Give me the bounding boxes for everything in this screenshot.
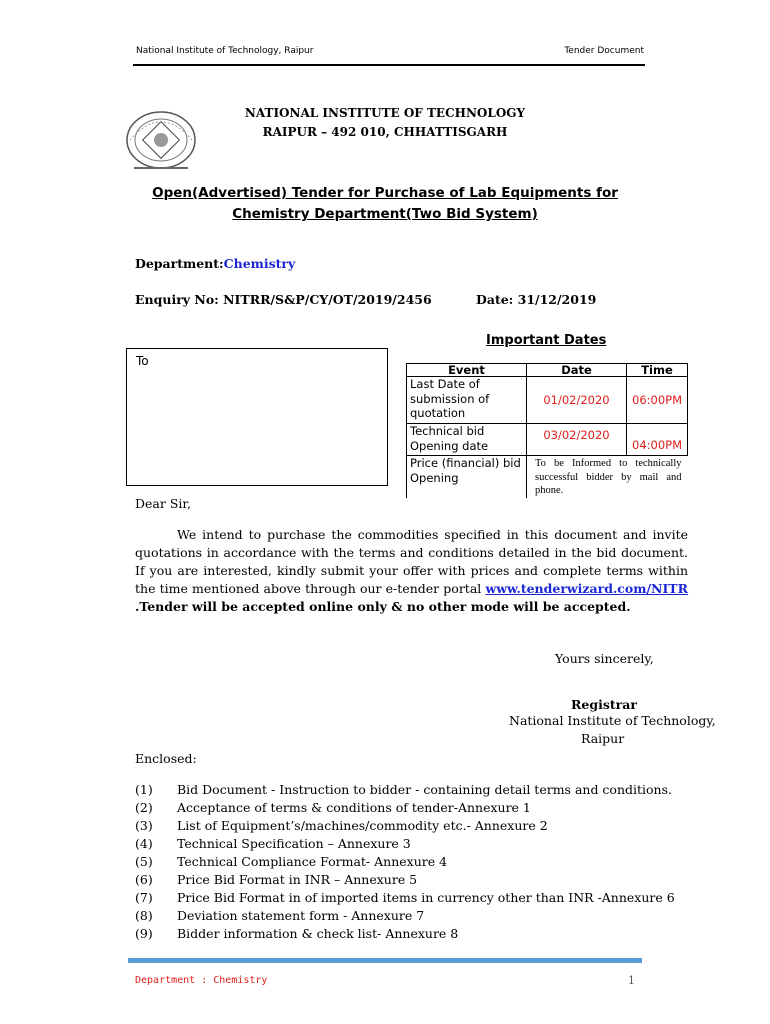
signatory-city: Raipur [581,731,625,746]
list-item: (5) Technical Compliance Format- Annexure 4 [135,854,448,869]
list-item: (7) Price Bid Format in of imported items in currency other than INR -Annexure 6 [135,890,675,905]
list-item: (1) Bid Document - Instruction to bidder - containing detail terms and conditions. [135,782,672,797]
document-date: Date: 31/12/2019 [476,292,597,307]
event-cell: Technical bid Opening date [407,424,527,456]
page-number: 1 [628,974,635,987]
body-paragraph [135,526,688,616]
to-label: To [136,354,149,368]
salutation: Dear Sir, [135,496,191,511]
column-header-date: Date [527,364,627,377]
table-row [407,456,688,498]
list-item: (9) Bidder information & check list- Annexure 8 [135,926,459,941]
enclosures-list [135,781,675,943]
table-row [407,377,688,424]
column-header-time: Time [627,364,688,377]
list-item: (4) Technical Specification – Annexure 3 [135,836,411,851]
list-item: (3) List of Equipment’s/machines/commodity etc.- Annexure 2 [135,818,548,833]
footer-bar [128,958,642,963]
table-row [407,424,688,456]
institute-address: RAIPUR – 492 010, CHHATTISGARH [262,125,508,139]
table-header-row [407,364,688,377]
event-cell: Last Date of submission of quotation [407,377,527,424]
list-item: (2) Acceptance of terms & conditions of tender-Annexure 1 [135,800,531,815]
department-label: Department: [135,256,224,271]
header-right: Tender Document [564,46,644,56]
date-cell: 01/02/2020 [527,377,627,424]
closing: Yours sincerely, [555,651,654,666]
list-item: (8) Deviation statement form - Annexure 7 [135,908,425,923]
important-dates-table [406,363,688,498]
body-text-1: We intend to purchase the commodities specified in this document and invite quotations in accordance with the terms and conditions detailed in the bid document. If you are interested, kindly submit your offer with prices and complete terms within the time mentioned above through our e-tender portal [135,527,688,596]
header-rule [133,64,645,66]
enclosed-label: Enclosed: [135,751,197,766]
list-item: (6) Price Bid Format in INR – Annexure 5 [135,872,418,887]
institute-name: NATIONAL INSTITUTE OF TECHNOLOGY [244,106,526,120]
tender-portal-link[interactable]: www.tenderwizard.com/NITR [485,581,688,596]
body-text-2: .Tender will be accepted online only & no other mode will be accepted. [135,599,631,614]
signatory-title: Registrar [571,697,637,712]
header-left: National Institute of Technology, Raipur [136,46,314,56]
column-header-event: Event [407,364,527,377]
signatory-org: National Institute of Technology, [509,713,716,728]
enquiry-number: Enquiry No: NITRR/S&P/CY/OT/2019/2456 [135,292,432,307]
department-value: Chemistry [223,256,296,271]
tender-title-line1: Open(Advertised) Tender for Purchase of Lab Equipments for [152,185,618,201]
event-cell: Price (financial) bid Opening [407,456,527,498]
date-cell: 03/02/2020 [527,424,627,456]
footer-department: Department : Chemistry [135,975,268,986]
tender-title-line2: Chemistry Department(Two Bid System) [232,206,538,222]
time-cell: 06:00PM [627,377,688,424]
note-cell: To be Informed to technically successful bidder by mail and phone. [527,456,688,498]
important-dates-heading: Important Dates [486,333,607,348]
department-line [135,256,295,271]
to-address-box [126,348,388,486]
time-cell: 04:00PM [627,424,688,456]
